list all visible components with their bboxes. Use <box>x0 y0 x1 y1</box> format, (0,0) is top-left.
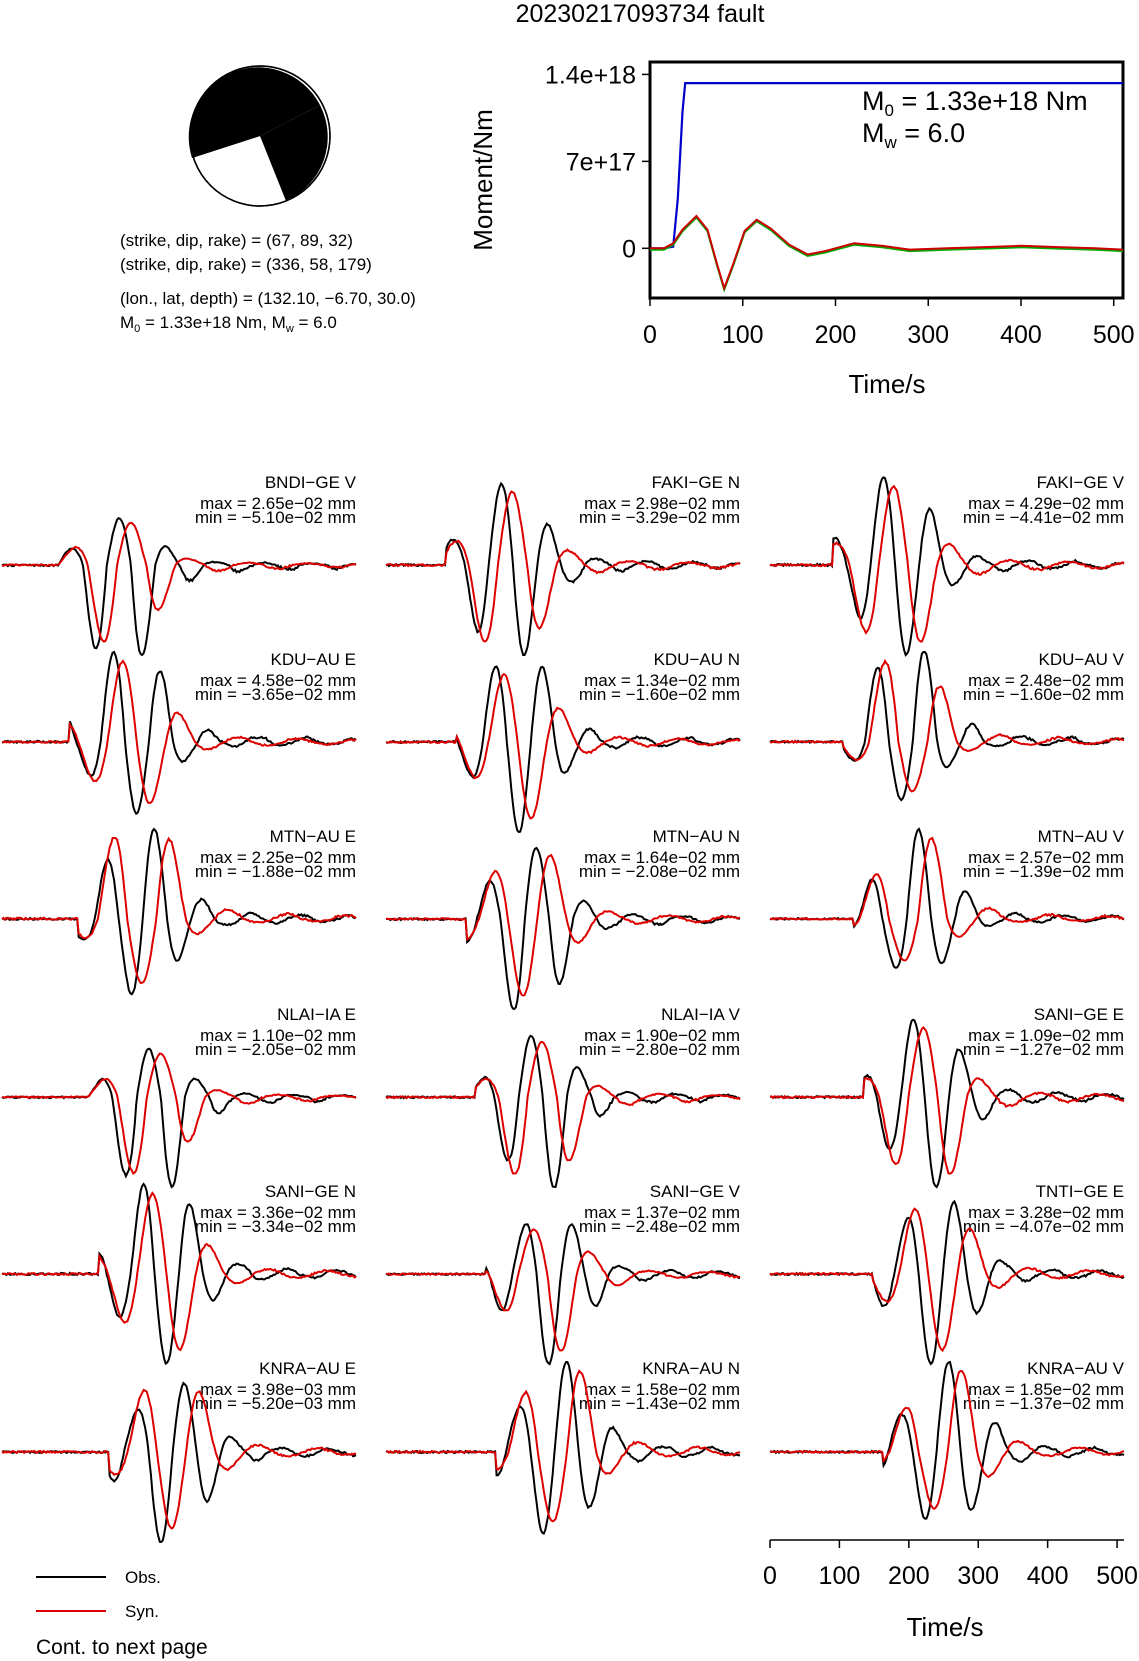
waveform-grid <box>2 473 1125 1542</box>
moment-xtick-label: 400 <box>1000 321 1042 349</box>
station-min: min = −3.34e−02 mm <box>194 1217 356 1236</box>
station-min: min = −2.08e−02 mm <box>578 862 740 881</box>
station-max: max = 1.90e−02 mm <box>584 1026 740 1045</box>
station-max: max = 1.34e−02 mm <box>584 671 740 690</box>
station-max: max = 3.28e−02 mm <box>968 1203 1124 1222</box>
station-max: max = 2.65e−02 mm <box>200 494 356 513</box>
waveform-panel <box>2 1359 356 1542</box>
moment-ylabel: Moment/Nm <box>468 109 498 251</box>
station-label: FAKI−GE V <box>1036 473 1124 492</box>
station-max: max = 1.85e−02 mm <box>968 1380 1124 1399</box>
station-min: min = −4.41e−02 mm <box>962 508 1124 527</box>
waveform-xtick-label: 0 <box>763 1562 777 1590</box>
waveform-panel <box>386 827 740 1009</box>
waveform-panel <box>386 473 740 655</box>
station-label: MTN−AU V <box>1037 827 1124 846</box>
waveform-xlabel: Time/s <box>906 1612 984 1642</box>
waveform-panel <box>386 650 740 832</box>
station-label: BNDI−GE V <box>264 473 356 492</box>
station-label: SANI−GE N <box>264 1182 356 1201</box>
station-max: max = 1.37e−02 mm <box>584 1203 740 1222</box>
waveform-panel <box>2 650 356 814</box>
station-max: max = 1.58e−02 mm <box>584 1380 740 1399</box>
station-max: max = 2.48e−02 mm <box>968 671 1124 690</box>
moment-xtick-label: 0 <box>643 321 657 349</box>
moment-ytick-label: 7e+17 <box>565 148 636 177</box>
station-max: max = 1.64e−02 mm <box>584 848 740 867</box>
waveform-panel <box>386 1359 740 1534</box>
observed-waveform <box>2 518 356 655</box>
waveform-xtick-label: 100 <box>818 1562 861 1590</box>
waveform-panel <box>2 1005 356 1187</box>
station-min: min = −5.20e−03 mm <box>194 1394 356 1413</box>
station-min: min = −2.80e−02 mm <box>578 1040 740 1059</box>
waveform-panel <box>770 1359 1125 1519</box>
station-max: max = 3.36e−02 mm <box>200 1203 356 1222</box>
moment-xtick-label: 100 <box>721 321 764 349</box>
station-min: min = −2.48e−02 mm <box>578 1217 740 1236</box>
waveform-panel <box>770 473 1125 655</box>
moment-ytick-label: 0 <box>622 235 636 264</box>
station-label: MTN−AU N <box>652 827 740 846</box>
station-label: KDU−AU E <box>270 650 356 669</box>
figure-title: 20230217093734 fault <box>515 0 765 28</box>
waveform-panel <box>2 473 357 655</box>
waveform-panel <box>386 1182 741 1364</box>
waveform-xtick-label: 200 <box>887 1562 930 1590</box>
moment-plot <box>468 61 1135 399</box>
station-label: SANI−GE E <box>1033 1005 1124 1024</box>
station-label: KDU−AU V <box>1038 650 1124 669</box>
station-label: FAKI−GE N <box>651 473 740 492</box>
moment-summary: $M_0 = 1.33e+18$ Nm, $M_w = 6.0$ <box>120 313 337 335</box>
moment-xtick-label: 300 <box>907 321 950 349</box>
moment-rate-syn-line <box>650 216 1123 288</box>
waveform-panel <box>386 1005 741 1187</box>
station-label: MTN−AU E <box>269 827 356 846</box>
synthetic-waveform <box>386 1229 740 1350</box>
nodal-plane-1: (strike, dip, rake) = (67, 89, 32) <box>120 231 353 250</box>
location-text: (lon., lat, depth) = (132.10, −6.70, 30.0) <box>120 289 416 308</box>
station-min: min = −5.10e−02 mm <box>194 508 356 527</box>
station-label: KNRA−AU E <box>259 1359 356 1378</box>
station-max: max = 4.29e−02 mm <box>968 494 1124 513</box>
waveform-xtick-label: 300 <box>957 1562 1000 1590</box>
footer-text: Cont. to next page <box>36 1636 208 1659</box>
waveform-panel <box>770 1182 1124 1364</box>
station-label: KNRA−AU N <box>642 1359 740 1378</box>
station-label: TNTI−GE E <box>1035 1182 1124 1201</box>
station-min: min = −3.65e−02 mm <box>194 685 356 704</box>
legend-syn-label: Syn. <box>125 1602 160 1621</box>
station-min: min = −1.60e−02 mm <box>962 685 1124 704</box>
waveform-xtick-label: 500 <box>1096 1562 1138 1590</box>
station-max: max = 3.98e−03 mm <box>200 1380 356 1399</box>
station-max: max = 1.10e−02 mm <box>200 1026 356 1045</box>
waveform-time-axis <box>763 1540 1138 1590</box>
legend-obs-label: Obs. <box>125 1568 161 1587</box>
station-max: max = 2.25e−02 mm <box>200 848 356 867</box>
station-label: KDU−AU N <box>653 650 740 669</box>
station-min: min = −1.27e−02 mm <box>962 1040 1124 1059</box>
station-max: max = 2.57e−02 mm <box>968 848 1124 867</box>
moment-xtick-label: 500 <box>1092 321 1135 349</box>
station-max: max = 1.09e−02 mm <box>968 1026 1124 1045</box>
synthetic-waveform <box>386 1042 740 1174</box>
station-min: min = −1.43e−02 mm <box>578 1394 740 1413</box>
station-max: max = 4.58e−02 mm <box>200 671 356 690</box>
moment-annotation-m0: $M_0 = 1.33e+18$ Nm <box>862 86 1088 120</box>
waveform-panel <box>770 650 1125 800</box>
station-label: KNRA−AU V <box>1027 1359 1124 1378</box>
legend <box>36 1568 161 1621</box>
waveform-panel <box>2 827 356 994</box>
station-min: min = −1.60e−02 mm <box>578 685 740 704</box>
station-max: max = 2.98e−02 mm <box>584 494 740 513</box>
moment-ytick-label: 1.4e+18 <box>544 61 636 90</box>
waveform-panel <box>770 827 1125 968</box>
station-min: min = −1.37e−02 mm <box>962 1394 1124 1413</box>
waveform-xtick-label: 400 <box>1026 1562 1069 1590</box>
station-min: min = −3.29e−02 mm <box>578 508 740 527</box>
station-label: NLAI−IA E <box>277 1005 356 1024</box>
synthetic-waveform <box>2 523 356 642</box>
waveform-panel <box>2 1182 356 1364</box>
observed-waveform <box>386 1224 740 1364</box>
station-label: SANI−GE V <box>649 1182 740 1201</box>
station-min: min = −4.07e−02 mm <box>962 1217 1124 1236</box>
nodal-plane-2: (strike, dip, rake) = (336, 58, 179) <box>120 255 372 274</box>
moment-xlabel: Time/s <box>848 369 926 399</box>
station-min: min = −1.39e−02 mm <box>962 862 1124 881</box>
station-label: NLAI−IA V <box>661 1005 740 1024</box>
moment-annotation-mw: $M_w = 6.0$ <box>862 118 966 152</box>
waveform-panel <box>770 1005 1124 1187</box>
beachball-icon <box>189 66 330 206</box>
moment-xtick-label: 200 <box>814 321 857 349</box>
station-min: min = −2.05e−02 mm <box>194 1040 356 1059</box>
station-min: min = −1.88e−02 mm <box>194 862 356 881</box>
